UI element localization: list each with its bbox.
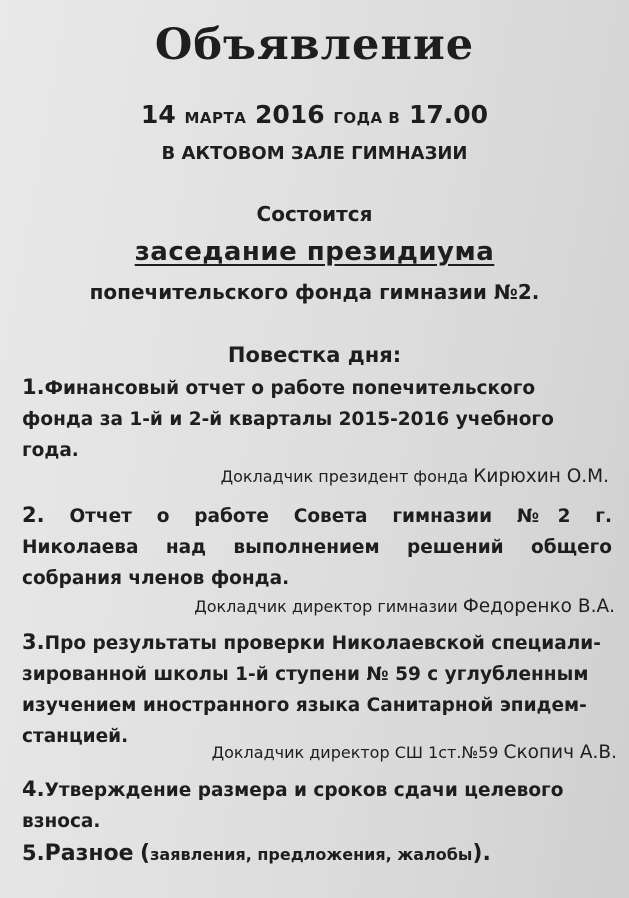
speaker-item-2 bbox=[194, 596, 615, 617]
meeting-date bbox=[0, 102, 629, 127]
agenda-item-3 bbox=[22, 627, 612, 752]
agenda-item-number: 5. bbox=[22, 841, 45, 865]
agenda-item-4 bbox=[22, 774, 612, 837]
meeting-place: В АКТОВОМ ЗАЛЕ ГИМНАЗИИ bbox=[161, 143, 468, 164]
agenda-item-line: года. bbox=[22, 440, 79, 461]
agenda-item-line: 4.Утверждение размера и сроков сдачи целевого bbox=[22, 777, 564, 801]
agenda-item-line: зированной школы 1-й ступени № 59 с углубленным bbox=[22, 664, 589, 685]
date-time: 17.00 bbox=[409, 100, 489, 129]
speaker-role: Докладчик директор гимназии bbox=[194, 597, 458, 616]
agenda-item-line: Николаева над выполнением решений общего bbox=[22, 537, 612, 558]
agenda-item-title: Разное bbox=[44, 841, 134, 866]
meeting-type: заседание президиума bbox=[134, 237, 495, 267]
speaker-role: Докладчик директор СШ 1ст.№59 bbox=[211, 743, 499, 762]
agenda-item-5 bbox=[22, 838, 612, 870]
date-month: МАРТА bbox=[184, 109, 247, 127]
agenda-item-line: 3.Про результаты проверки Николаевской специали- bbox=[22, 630, 601, 654]
agenda-item-number: 1. bbox=[22, 375, 45, 399]
agenda-item-line: 1.Финансовый отчет о работе попечительского bbox=[22, 375, 536, 399]
occurs-label: Состоится bbox=[256, 202, 373, 226]
agenda-item-2 bbox=[22, 500, 612, 594]
notice-title: Объявление bbox=[154, 20, 475, 70]
speaker-role: Докладчик президент фонда bbox=[220, 467, 469, 486]
agenda-item-number: 2. bbox=[22, 503, 45, 527]
agenda-heading: Повестка дня: bbox=[227, 343, 402, 367]
agenda-item-line: изучением иностранного языка Санитарной эпидем- bbox=[22, 695, 587, 716]
speaker-name: Скопич А.В. bbox=[503, 742, 617, 763]
speaker-item-3 bbox=[212, 742, 617, 763]
speaker-item-1 bbox=[221, 466, 609, 487]
date-year-word: ГОДА В bbox=[333, 109, 401, 127]
agenda-item-line: собрания членов фонда. bbox=[22, 568, 290, 589]
agenda-item-number: 3. bbox=[22, 630, 45, 654]
date-day: 14 bbox=[140, 100, 176, 129]
speaker-name: Кирюхин О.М. bbox=[473, 466, 609, 487]
fund-name: попечительского фонда гимназии №2. bbox=[89, 280, 540, 304]
speaker-name: Федоренко В.А. bbox=[462, 596, 615, 617]
agenda-item-line: станцией. bbox=[22, 726, 129, 747]
agenda-item-line: взноса. bbox=[22, 811, 101, 832]
agenda-item-1 bbox=[22, 372, 612, 466]
agenda-item-number: 4. bbox=[22, 777, 45, 801]
agenda-item-line: 2. Отчет о работе Совета гимназии №2 г. bbox=[22, 503, 612, 527]
agenda-item-line: фонда за 1-й и 2-й кварталы 2015-2016 учебного bbox=[22, 409, 554, 430]
date-year: 2016 bbox=[255, 100, 325, 129]
agenda-item-line: 5.Разное (заявления, предложения, жалобы). bbox=[22, 841, 491, 866]
agenda-item-details: заявления, предложения, жалобы bbox=[150, 845, 473, 864]
